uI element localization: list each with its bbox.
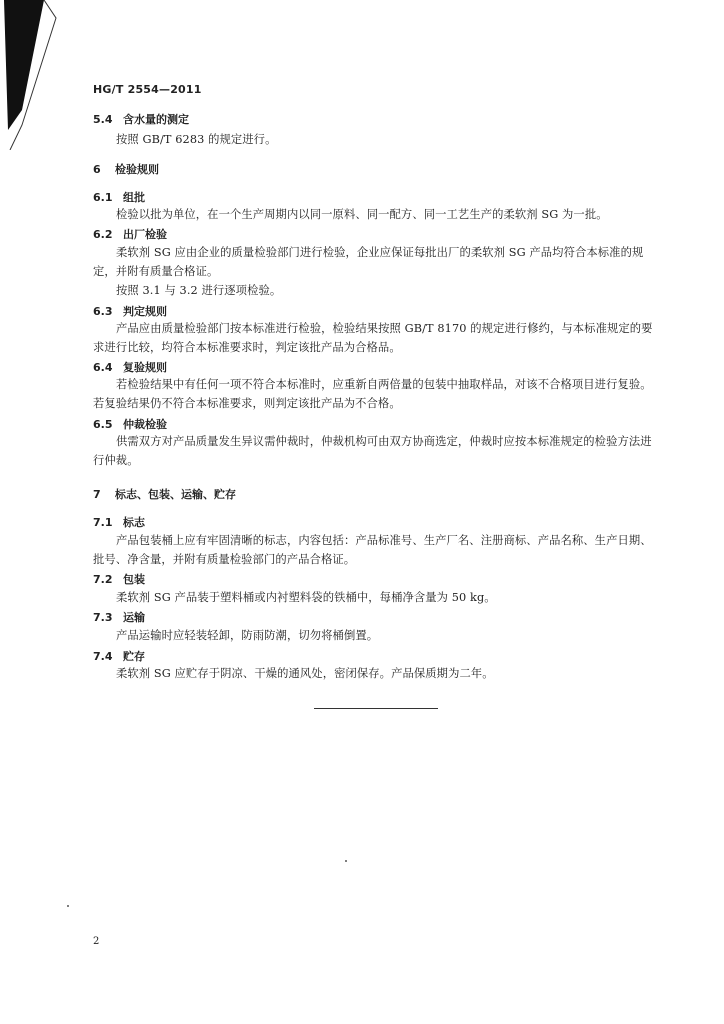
section-title: 仲裁检验 xyxy=(123,418,167,431)
section-title: 含水量的测定 xyxy=(123,113,189,126)
section-title: 标志、包装、运输、贮存 xyxy=(115,488,236,501)
section-title: 组批 xyxy=(123,191,145,204)
section-7-3-paragraph: 产品运输时应轻装轻卸，防雨防潮，切勿将桶倒置。 xyxy=(116,629,379,642)
section-5-4-paragraph: 按照 GB/T 6283 的规定进行。 xyxy=(116,133,277,146)
section-number: 6 xyxy=(93,163,101,176)
section-number: 7.1 xyxy=(93,516,113,529)
section-number: 7.4 xyxy=(93,650,113,663)
section-title: 包装 xyxy=(123,573,145,586)
section-6-2-paragraph-2: 按照 3.1 与 3.2 进行逐项检验。 xyxy=(116,284,282,297)
section-number: 7.2 xyxy=(93,573,113,586)
scan-speck xyxy=(345,860,347,862)
section-6-5-paragraph: 供需双方对产品质量发生异议需仲裁时，仲裁机构可由双方协商选定，仲裁时应按本标准规定的检验方法进行仲裁。 xyxy=(93,435,652,467)
scan-edge-mark xyxy=(0,0,60,150)
section-number: 7 xyxy=(93,488,101,501)
section-title: 标志 xyxy=(123,516,145,529)
page-number: 2 xyxy=(93,936,100,947)
section-6-3-paragraph: 产品应由质量检验部门按本标准进行检验，检验结果按照 GB/T 8170 的规定进行修约，与本标准规定的要求进行比较，均符合本标准要求时，判定该批产品为合格品。 xyxy=(93,322,653,354)
section-7-1-paragraph: 产品包装桶上应有牢固清晰的标志，内容包括：产品标准号、生产厂名、注册商标、产品名称、生产日期、批号、净含量，并附有质量检验部门的产品合格证。 xyxy=(93,534,652,566)
section-6-4-heading xyxy=(93,360,167,375)
section-6-3-heading xyxy=(93,304,167,319)
scan-speck xyxy=(67,905,69,907)
section-title: 贮存 xyxy=(123,650,145,663)
section-7-3-heading xyxy=(93,610,145,625)
section-7-4-paragraph: 柔软剂 SG 应贮存于阴凉、干燥的通风处，密闭保存。产品保质期为二年。 xyxy=(116,667,494,680)
section-number: 5.4 xyxy=(93,113,113,126)
section-6-2-paragraph-1: 柔软剂 SG 应由企业的质量检验部门进行检验，企业应保证每批出厂的柔软剂 SG 产品均符合本标准的规定，并附有质量合格证。 xyxy=(93,246,644,278)
section-title: 运输 xyxy=(123,611,145,624)
section-7-2-paragraph: 柔软剂 SG 产品装于塑料桶或内衬塑料袋的铁桶中，每桶净含量为 50 kg。 xyxy=(116,591,496,604)
document-code: HG/T 2554—2011 xyxy=(93,83,202,96)
section-6-1-paragraph: 检验以批为单位，在一个生产周期内以同一原料、同一配方、同一工艺生产的柔软剂 SG 为一批。 xyxy=(116,208,608,221)
section-title: 判定规则 xyxy=(123,305,167,318)
section-number: 6.4 xyxy=(93,361,113,374)
section-title: 检验规则 xyxy=(115,163,159,176)
section-6-2-heading xyxy=(93,227,167,242)
section-title: 出厂检验 xyxy=(123,228,167,241)
section-7-2-heading xyxy=(93,572,145,587)
section-number: 7.3 xyxy=(93,611,113,624)
section-6-4-paragraph: 若检验结果中有任何一项不符合本标准时，应重新自两倍量的包装中抽取样品，对该不合格项目进行复验。若复验结果仍不符合本标准要求，则判定该批产品为不合格。 xyxy=(93,378,652,410)
section-number: 6.5 xyxy=(93,418,113,431)
section-7-1-heading xyxy=(93,515,145,530)
end-rule xyxy=(314,708,438,709)
section-5-4-heading xyxy=(93,112,189,127)
section-6-heading xyxy=(93,162,159,177)
section-7-heading xyxy=(93,487,236,502)
section-number: 6.1 xyxy=(93,191,113,204)
section-title: 复验规则 xyxy=(123,361,167,374)
section-6-1-heading xyxy=(93,190,145,205)
section-number: 6.3 xyxy=(93,305,113,318)
section-6-5-heading xyxy=(93,417,167,432)
section-7-4-heading xyxy=(93,649,145,664)
section-number: 6.2 xyxy=(93,228,113,241)
